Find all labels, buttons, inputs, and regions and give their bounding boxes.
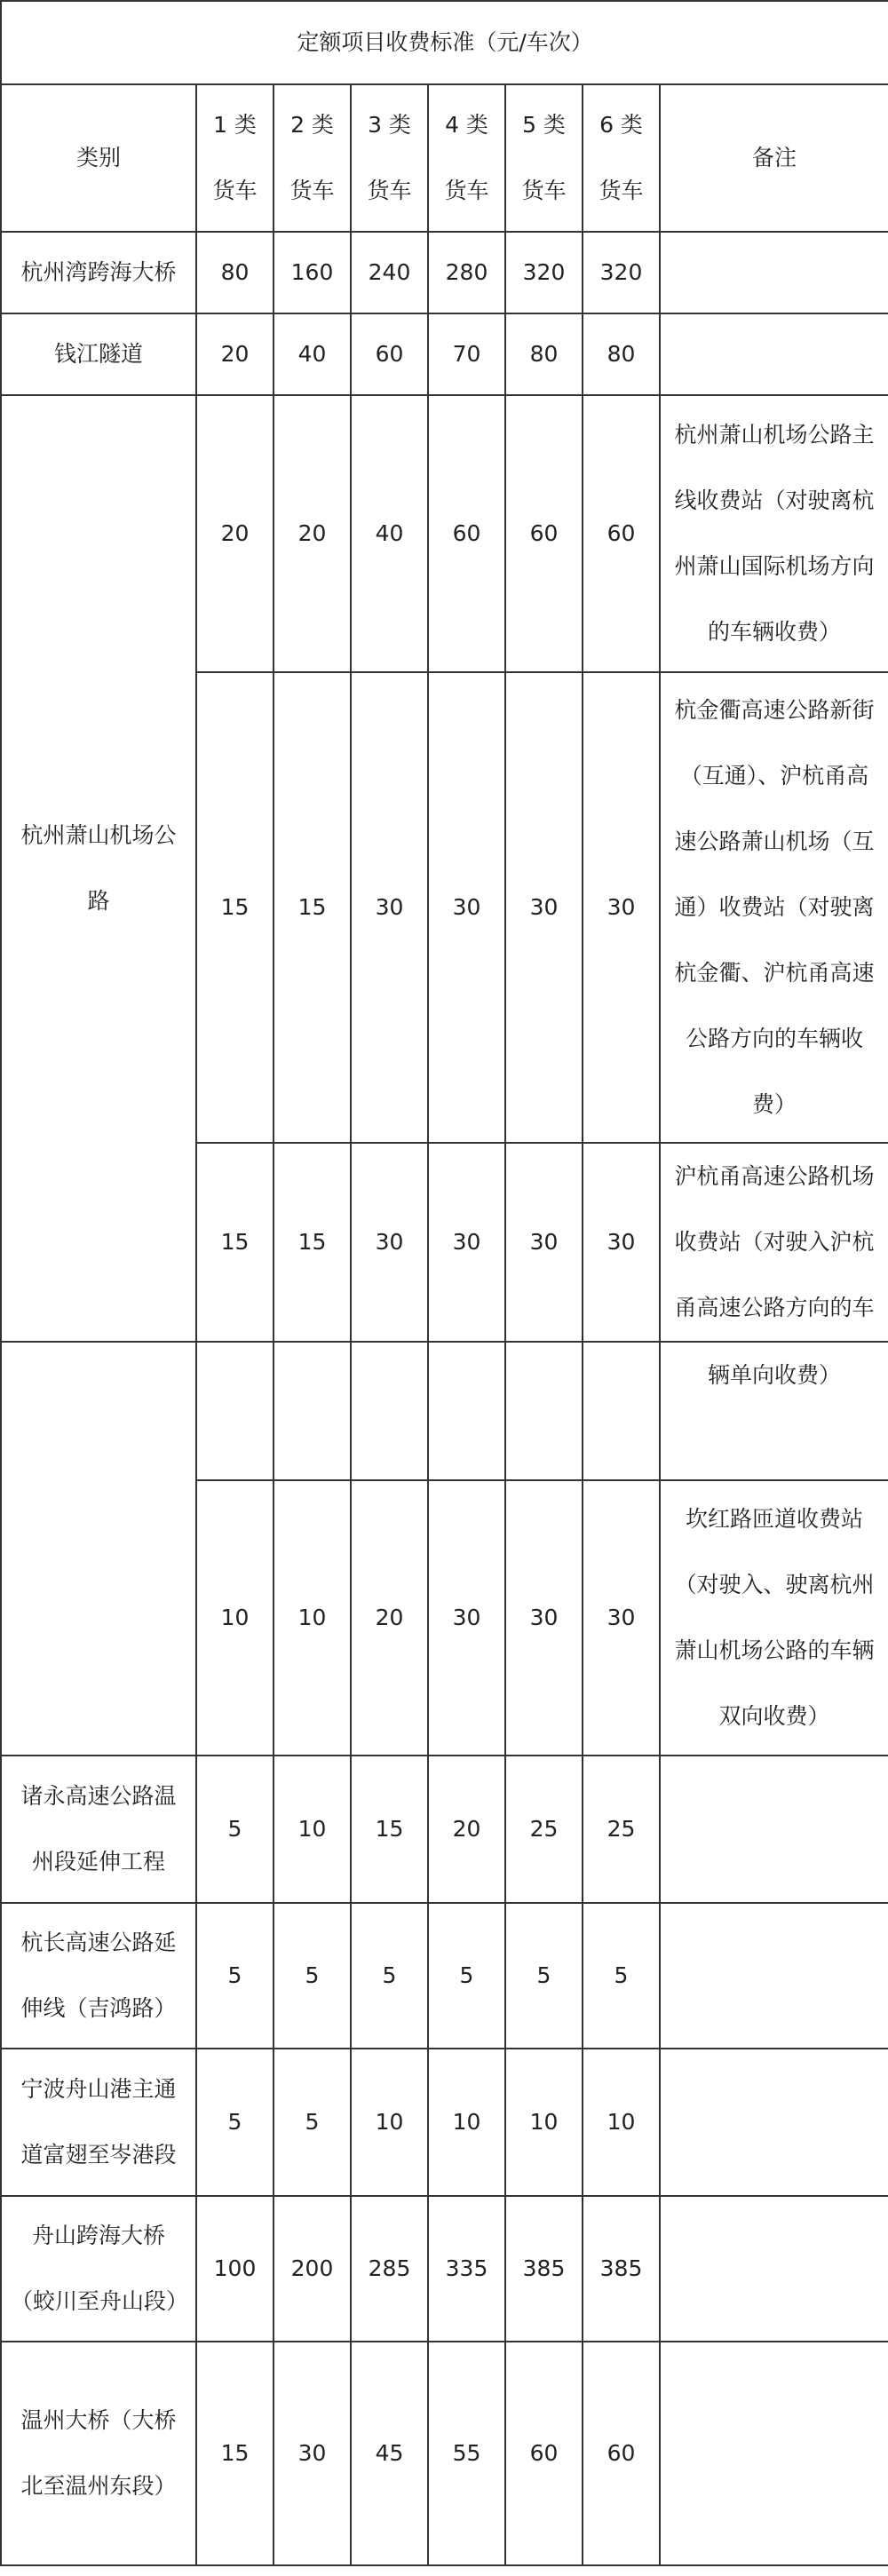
cell-value: 25 [505,1756,583,1903]
cell-value [505,1342,583,1480]
cell-value: 30 [583,1143,660,1342]
cell-value: 30 [583,1480,660,1756]
cell-value: 385 [505,2196,583,2342]
cell-value: 10 [428,2049,505,2196]
cell-value [274,1342,351,1480]
cell-value: 10 [274,1480,351,1756]
table-row [1,232,888,313]
row-remark: 辆单向收费） [660,1342,888,1480]
cell-value: 30 [505,1480,583,1756]
row-category: 诸永高速公路温州段延伸工程 [1,1756,196,1903]
header-class-5: 5 类 货车 [505,84,583,232]
row-category [1,1342,196,1756]
cell-value: 160 [274,232,351,313]
cell-value: 60 [351,313,428,395]
cell-value: 30 [274,2342,351,2565]
cell-value: 5 [196,2049,274,2196]
cell-value: 10 [274,1756,351,1903]
table-row [1,313,888,395]
cell-value: 30 [428,1480,505,1756]
cell-value: 10 [351,2049,428,2196]
row-remark [660,1756,888,1903]
row-remark: 杭州萧山机场公路主线收费站（对驶离杭州萧山国际机场方向的车辆收费） [660,395,888,672]
cell-value: 5 [505,1903,583,2049]
cell-value: 5 [583,1903,660,2049]
cell-value: 20 [196,395,274,672]
cell-value: 15 [274,1143,351,1342]
row-remark [660,313,888,395]
cell-value [583,1342,660,1480]
table-row [1,1756,888,1903]
row-remark [660,2342,888,2565]
row-category-airport-road: 杭州萧山机场公路 [1,395,196,1342]
cell-value: 30 [351,672,428,1143]
row-remark [660,2049,888,2196]
cell-value: 5 [274,2049,351,2196]
cell-value: 200 [274,2196,351,2342]
cell-value: 15 [196,2342,274,2565]
cell-value: 15 [351,1756,428,1903]
cell-value: 385 [583,2196,660,2342]
cell-value: 60 [428,395,505,672]
cell-value: 10 [196,1480,274,1756]
table-row [1,2049,888,2196]
table-row [1,1903,888,2049]
row-remark [660,232,888,313]
row-category: 杭州湾跨海大桥 [1,232,196,313]
table-row [1,2196,888,2342]
cell-value: 240 [351,232,428,313]
row-category: 钱江隧道 [1,313,196,395]
cell-value: 5 [274,1903,351,2049]
cell-value: 20 [428,1756,505,1903]
cell-value: 60 [505,395,583,672]
cell-value: 5 [351,1903,428,2049]
row-remark [660,2196,888,2342]
cell-value: 80 [583,313,660,395]
cell-value: 30 [505,1143,583,1342]
table-row [1,395,888,672]
header-class-1: 1 类 货车 [196,84,274,232]
cell-value: 55 [428,2342,505,2565]
row-category: 温州大桥（大桥北至温州东段） [1,2342,196,2565]
cell-value: 80 [196,232,274,313]
cell-value: 5 [196,1756,274,1903]
fee-table-bottom [0,1341,888,2566]
cell-value: 80 [505,313,583,395]
cell-value: 70 [428,313,505,395]
cell-value: 10 [505,2049,583,2196]
cell-value: 60 [583,2342,660,2565]
row-category: 宁波舟山港主通道富翅至岑港段 [1,2049,196,2196]
cell-value: 5 [428,1903,505,2049]
table-title: 定额项目收费标准（元/车次） [1,1,888,84]
row-remark [660,1903,888,2049]
cell-value: 285 [351,2196,428,2342]
header-class-6: 6 类 货车 [583,84,660,232]
cell-value: 30 [505,672,583,1143]
cell-value: 335 [428,2196,505,2342]
cell-value: 45 [351,2342,428,2565]
cell-value: 10 [583,2049,660,2196]
row-category: 杭长高速公路延伸线（吉鸿路） [1,1903,196,2049]
cell-value: 20 [351,1480,428,1756]
cell-value [351,1342,428,1480]
header-category: 类别 [1,84,196,232]
cell-value: 320 [505,232,583,313]
cell-value: 15 [196,1143,274,1342]
cell-value: 30 [428,672,505,1143]
table-row [1,2342,888,2565]
cell-value: 15 [196,672,274,1143]
cell-value: 5 [196,1903,274,2049]
row-category: 舟山跨海大桥（蛟川至舟山段） [1,2196,196,2342]
row-remark: 沪杭甬高速公路机场收费站（对驶入沪杭甬高速公路方向的车 [660,1143,888,1342]
cell-value [428,1342,505,1480]
header-class-3: 3 类 货车 [351,84,428,232]
cell-value: 40 [274,313,351,395]
cell-value: 30 [428,1143,505,1342]
cell-value: 30 [583,672,660,1143]
header-remark: 备注 [660,84,888,232]
header-class-2: 2 类 货车 [274,84,351,232]
cell-value: 280 [428,232,505,313]
cell-value: 320 [583,232,660,313]
row-remark: 杭金衢高速公路新街（互通）、沪杭甬高速公路萧山机场（互通）收费站（对驶离杭金衢、沪杭甬高速公路方向的车辆收费） [660,672,888,1143]
row-remark: 坎红路匝道收费站（对驶入、驶离杭州萧山机场公路的车辆双向收费） [660,1480,888,1756]
table-row [1,1342,888,1480]
cell-value: 40 [351,395,428,672]
cell-value: 20 [274,395,351,672]
cell-value: 60 [583,395,660,672]
cell-value: 15 [274,672,351,1143]
cell-value: 25 [583,1756,660,1903]
cell-value: 100 [196,2196,274,2342]
cell-value: 20 [196,313,274,395]
cell-value: 30 [351,1143,428,1342]
header-class-4: 4 类 货车 [428,84,505,232]
cell-value [196,1342,274,1480]
cell-value: 60 [505,2342,583,2565]
